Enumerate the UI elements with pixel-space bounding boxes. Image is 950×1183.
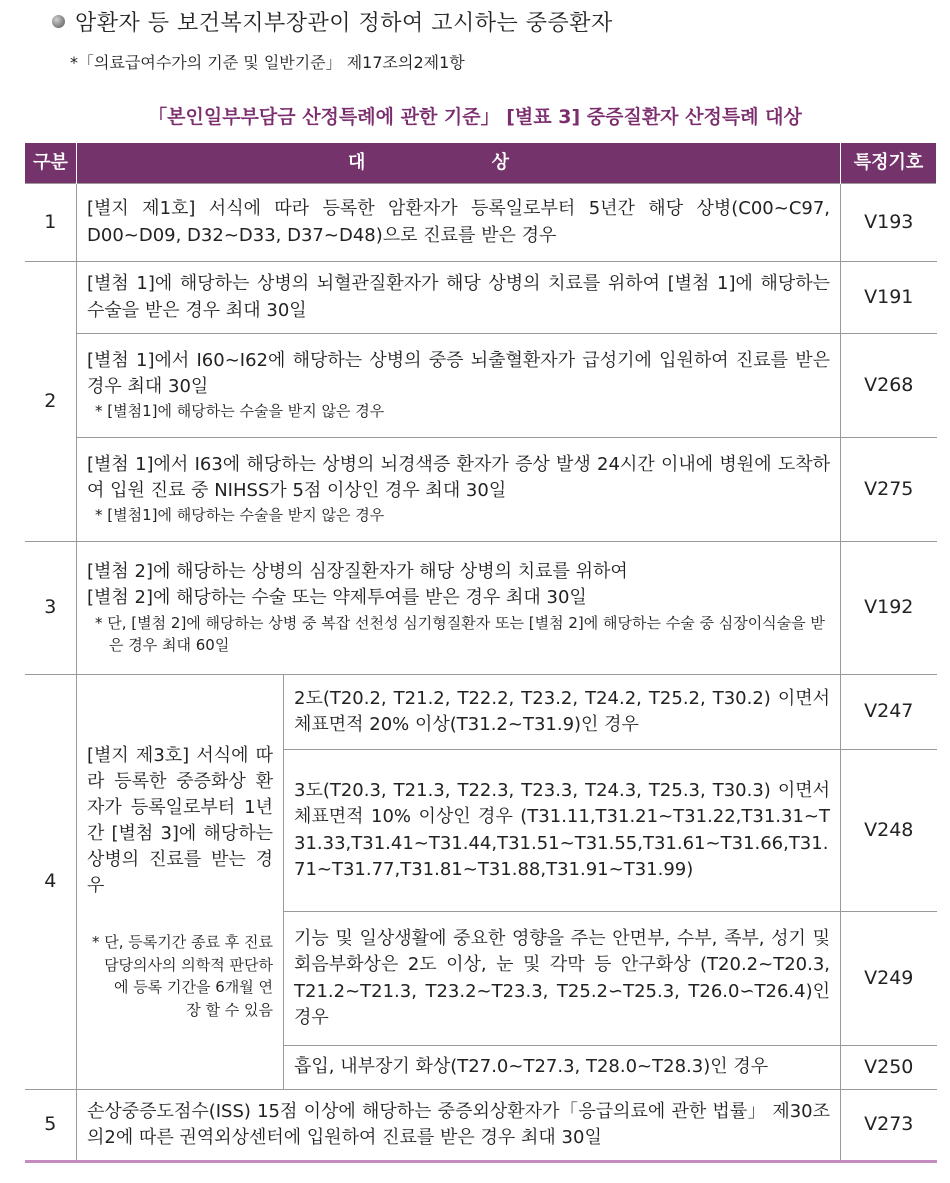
table-row [25,184,937,262]
row-description-cell [77,334,841,438]
header-target: 대 상 [77,143,841,184]
burn-item: 기능 및 일상생활에 중요한 영향을 주는 안면부, 수부, 족부, 성기 및 회음부화상은 2도 이상, 눈 및 각막 등 안구화상 (T20.2~T20.3, T21.2~T21.3, T23.2~T23.3, T25.2∽T25.3, T26.0∽T26.4)인 경우 [284,912,841,1046]
burn-item: 2도(T20.2, T21.2, T22.2, T23.2, T24.2, T25.2, T30.2) 이면서 체표면적 20% 이상(T31.2~T31.9)인 경우 [284,675,841,750]
row-note: * [별첨1]에 해당하는 수술을 받지 않은 경우 [95,402,385,421]
row-description-cell [77,542,841,675]
burn-side-cell [77,675,284,1090]
table-row [25,542,937,675]
burn-side-text: [별지 제3호] 서식에 따라 등록한 중증화상 환자가 등록일로부터 1년간 [별첨 3]에 해당하는 상병의 진료를 받는 경우 [87,744,273,897]
bullet-icon [52,15,65,28]
header-code: 특정기호 [841,143,937,184]
row-number: 3 [25,542,77,675]
row-code: V275 [841,438,937,542]
burn-side-note: * 단, 등록기간 종료 후 진료담당의사의 의학적 판단하에 등록 기간을 6개월 연장 할 수 있음 [91,933,273,1019]
row-code: V248 [841,750,937,912]
table-header-row [25,143,937,184]
row-description: [별첨 1]에서 I60∼I62에 해당하는 상병의 중증 뇌출혈환자가 급성기에 입원하여 진료를 받은 경우 최대 30일 [87,350,831,398]
row-number: 1 [25,184,77,262]
row-description: [별첨 1]에 해당하는 상병의 뇌혈관질환자가 해당 상병의 치료를 위하여 [별첨 1]에 해당하는 수술을 받은 경우 최대 30일 [77,262,841,334]
burn-item: 3도(T20.3, T21.3, T22.3, T23.3, T24.3, T25.3, T30.3) 이면서 체표면적 10% 이상인 경우 (T31.11,T31.21~T31.22,T31.31~T31.33,T31.41~T31.44,T31.51~T31.55,T31.61~T31.66,T31.71~T31.77,T31.81~T31.88,T31.91~T31.99) [284,750,841,912]
row-number: 2 [25,262,77,542]
row-note: * [별첨1]에 해당하는 수술을 받지 않은 경우 [95,506,385,525]
row-code: V273 [841,1090,937,1162]
row-code: V191 [841,262,937,334]
row-number: 5 [25,1090,77,1162]
table-row [25,334,937,438]
table-row [25,675,937,750]
row-code: V268 [841,334,937,438]
table-title: 「본인일부부담금 산정특례에 관한 기준」 [별표 3] 중증질환자 산정특례 대상 [148,106,802,128]
table-row [25,1090,937,1162]
row-description-line: [별첨 2]에 해당하는 수술 또는 약제투여를 받은 경우 최대 30일 [87,587,587,609]
row-code: V247 [841,675,937,750]
special-case-table [24,143,937,1163]
row-number: 4 [25,675,77,1090]
row-description: 손상중증도점수(ISS) 15점 이상에 해당하는 중증외상환자가「응급의료에 관한 법률」 제30조의2에 따른 권역외상센터에 입원하여 진료를 받은 경우 최대 30일 [77,1090,841,1162]
row-code: V249 [841,912,937,1046]
row-description-cell [77,438,841,542]
row-description: [별지 제1호] 서식에 따라 등록한 암환자가 등록일로부터 5년간 해당 상병(C00~C97, D00~D09, D32~D33, D37~D48)으로 진료를 받은 경우 [77,184,841,262]
section-heading-text: 암환자 등 보건복지부장관이 정하여 고시하는 중증환자 [75,11,613,36]
row-description: [별첨 1]에서 I63에 해당하는 상병의 뇌경색증 환자가 증상 발생 24시간 이내에 병원에 도착하여 입원 진료 중 NIHSS가 5점 이상인 경우 최대 30일 [87,454,831,502]
row-description-line: [별첨 2]에 해당하는 상병의 심장질환자가 해당 상병의 치료를 위하여 [87,561,628,583]
legal-reference: *「의료급여수가의 기준 및 일반기준」 제17조의2제1항 [70,53,465,72]
row-code: V193 [841,184,937,262]
row-note: * 단, [별첨 2]에 해당하는 상병 중 복잡 선천성 심기형질환자 또는 [별첨 2]에 해당하는 수술 중 심장이식술을 받은 경우 최대 60일 [95,614,825,655]
table-row [25,438,937,542]
row-code: V250 [841,1046,937,1090]
row-code: V192 [841,542,937,675]
burn-item: 흡입, 내부장기 화상(T27.0~T27.3, T28.0~T28.3)인 경우 [284,1046,841,1090]
section-heading [52,6,613,37]
table-row [25,262,937,334]
header-category: 구분 [25,143,77,184]
